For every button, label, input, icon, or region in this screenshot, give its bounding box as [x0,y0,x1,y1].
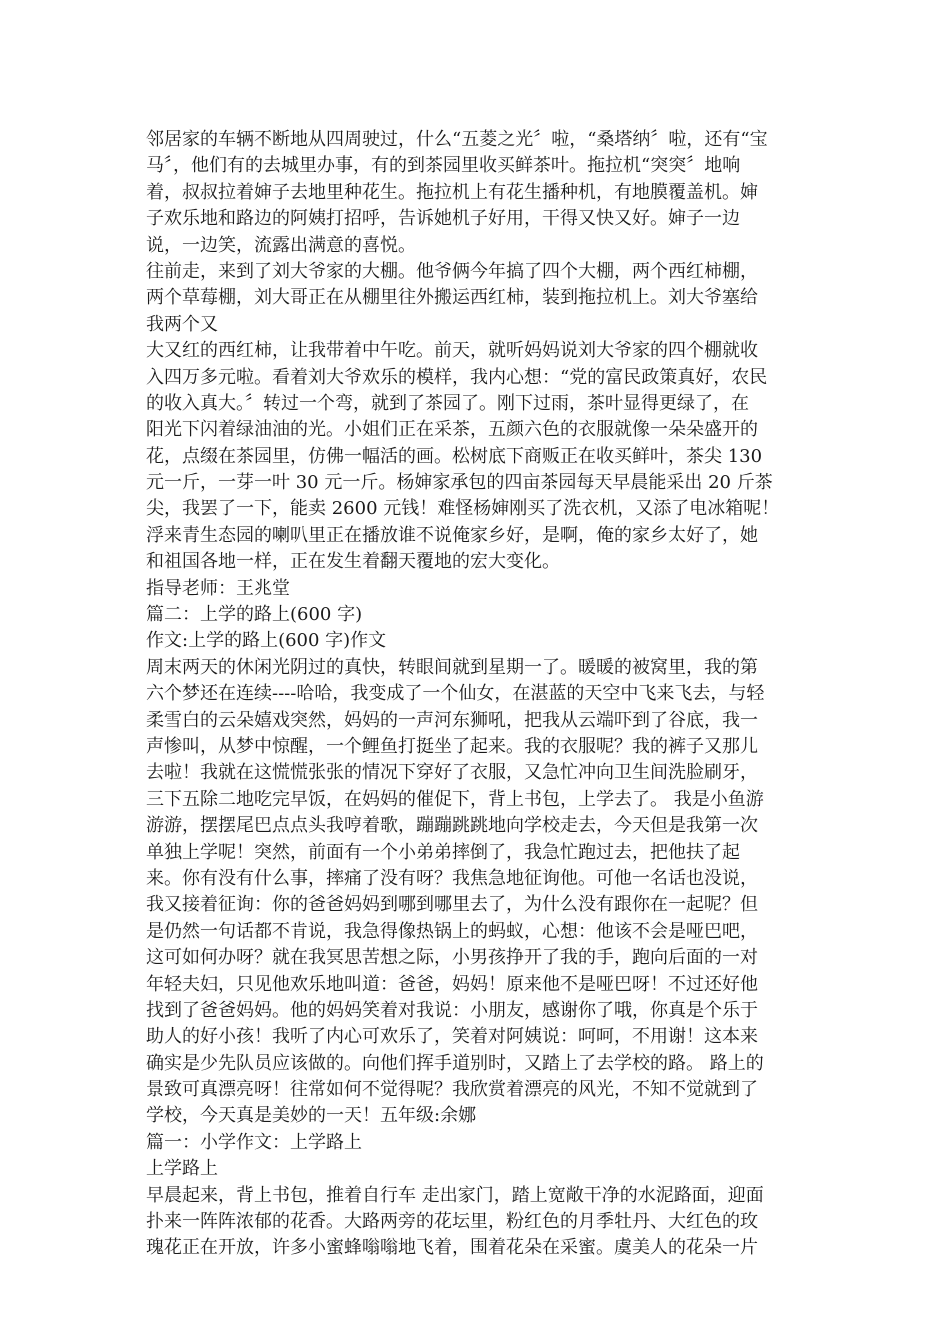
text-line: 上学路上 [146,1158,218,1180]
text-line: 邻居家的车辆不断地从四周驶过，什么“五菱之光〞啦，“桑塔纳〞啦，还有“宝 [146,129,768,150]
text-line: 马〞，他们有的去城里办事，有的到茶园里收买鲜茶叶。拖拉机“突突〞地响 [146,155,741,177]
text-line: 指导老师：王兆堂 [146,577,290,599]
text-line: 确实是少先队员应该做的。向他们挥手道别时，又踏上了去学校的路。 路上的 [146,1052,764,1074]
text-line: 是仍然一句话都不肯说，我急得像热锅上的蚂蚁，心想：他该不会是哑巴吧， [146,920,758,942]
text-line: 我又接着征询：你的爸爸妈妈到哪到哪里去了，为什么没有跟你在一起呢？但 [146,894,758,916]
text-line: 说，一边笑，流露出满意的喜悦。 [146,234,416,256]
text-line: 浮来青生态园的喇叭里正在播放谁不说俺家乡好，是啊，俺的家乡太好了，她 [146,524,758,546]
text-line: 花，点缀在茶园里，仿佛一幅活的画。松树底下商贩正在收买鲜叶，茶尖 130 [146,445,763,467]
text-line: 去啦！我就在这慌慌张张的情况下穿好了衣服，又急忙冲向卫生间洗脸刷牙， [146,762,758,784]
text-line: 子欢乐地和路边的阿姨打招呼，告诉她机子好用，干得又快又好。婶子一边 [146,208,740,230]
text-line: 这可如何办呀？就在我冥思苦想之际，小男孩挣开了我的手，跑向后面的一对 [146,947,758,969]
text-line: 篇二：上学的路上(600 字) [146,604,363,626]
text-line: 瑰花正在开放，许多小蜜蜂嗡嗡地飞着，围着花朵在采蜜。虞美人的花朵一片 [146,1237,758,1259]
text-line: 阳光下闪着绿油油的光。小姐们正在采茶，五颜六色的衣服就像一朵朵盛开的 [146,419,758,441]
text-line: 两个草莓棚，刘大哥正在从棚里往外搬运西红柿，装到拖拉机上。刘大爷塞给 [146,287,758,309]
text-line: 的收入真大。〞转过一个弯，就到了茶园了。刚下过雨，茶叶显得更绿了，在 [146,392,749,414]
text-line: 来。你有没有什么事，摔痛了没有呀？我焦急地征询他。可他一名话也没说， [146,867,758,889]
text-line: 入四万多元啦。看着刘大爷欢乐的模样，我内心想：“党的富民政策真好，农民 [146,366,768,388]
text-line: 和祖国各地一样，正在发生着翻天覆地的宏大变化。 [146,551,560,573]
text-line: 周末两天的休闲光阴过的真快，转眼间就到星期一了。暖暖的被窝里，我的第 [146,656,758,678]
text-line: 扑来一阵阵浓郁的花香。大路两旁的花坛里，粉红色的月季牡丹、大红色的玫 [146,1211,758,1233]
text-line: 早晨起来，背上书包，推着自行车 走出家门，踏上宽敞干净的水泥路面，迎面 [146,1184,764,1206]
text-line: 声惨叫，从梦中惊醒，一个鲤鱼打挺坐了起来。我的衣服呢？我的裤子又那儿 [146,735,758,757]
text-line: 尖，我罢了一下，能卖 2600 元钱！难怪杨婶刚买了洗衣机，又添了电冰箱呢！ [146,498,780,520]
text-line: 学校，今天真是美妙的一天！五年级:余娜 [146,1105,477,1127]
text-line: 年轻夫妇，只见他欢乐地叫道：爸爸，妈妈！原来他不是哑巴呀！不过还好他 [146,973,758,995]
text-line: 游游，摆摆尾巴点点头我哼着歌，蹦蹦跳跳地向学校走去，今天但是我第一次 [146,815,758,837]
text-line: 作文:上学的路上(600 字)作文 [146,630,387,652]
text-line: 单独上学呢！突然，前面有一个小弟弟摔倒了，我急忙跑过去，把他扶了起 [146,841,740,863]
text-line: 着，叔叔拉着婶子去地里种花生。拖拉机上有花生播种机，有地膜覆盖机。婶 [146,181,758,203]
text-line: 柔雪白的云朵嬉戏突然，妈妈的一声河东狮吼，把我从云端吓到了谷底，我一 [146,709,758,731]
text-line: 找到了爸爸妈妈。他的妈妈笑着对我说：小朋友，感谢你了哦，你真是个乐于 [146,999,758,1021]
text-line: 元一斤，一芽一叶 30 元一斤。杨婶家承包的四亩茶园每天早晨能采出 20 斤茶 [146,472,773,494]
text-line: 篇一：小学作文：上学路上 [146,1131,362,1153]
text-line: 我两个又 [146,313,218,335]
document-body [146,127,808,1262]
text-line: 三下五除二地吃完早饭，在妈妈的催促下，背上书包，上学去了。 我是小鱼游 [146,788,764,810]
text-line: 景致可真漂亮呀！往常如何不觉得呢？我欣赏着漂亮的风光，不知不觉就到了 [146,1079,758,1101]
text-line: 助人的好小孩！我听了内心可欢乐了，笑着对阿姨说：呵呵，不用谢！这本来 [146,1026,758,1048]
text-line: 往前走，来到了刘大爷家的大棚。他爷俩今年搞了四个大棚，两个西红柿棚， [146,260,758,282]
text-line: 大又红的西红柿，让我带着中午吃。前天，就听妈妈说刘大爷家的四个棚就收 [146,340,758,362]
text-line: 六个梦还在连续----哈哈，我变成了一个仙女，在湛蓝的天空中飞来飞去，与轻 [146,683,765,705]
